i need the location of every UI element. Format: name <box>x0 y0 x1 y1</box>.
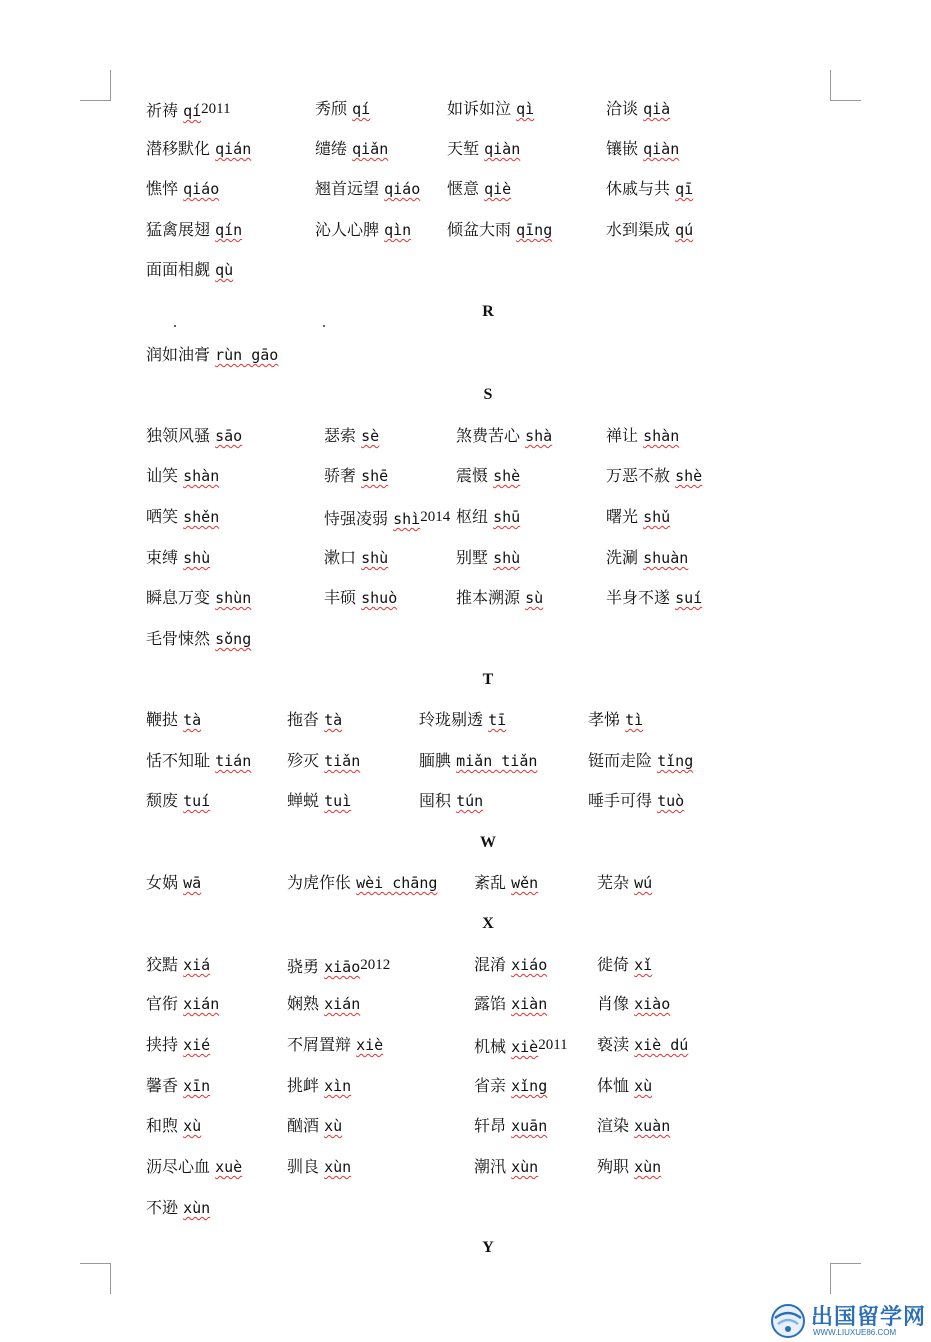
vocab-entry <box>146 587 251 609</box>
vocab-entry <box>597 954 652 976</box>
word-pinyin: qià <box>643 100 671 118</box>
vocab-entry <box>606 425 679 447</box>
vocab-entry <box>287 954 390 978</box>
word-pinyin: xùn <box>634 1158 662 1176</box>
vocab-entry <box>456 506 520 528</box>
word-chinese: 骄奢 <box>324 466 357 485</box>
word-chinese: 殄灭 <box>287 751 320 770</box>
vocab-entry <box>597 1034 688 1056</box>
word-pinyin: xùn <box>183 1199 211 1217</box>
word-pinyin: xiào <box>634 995 671 1013</box>
word-chinese: 露馅 <box>474 994 507 1013</box>
word-chinese: 如诉如泣 <box>447 99 512 118</box>
vocab-entry <box>146 506 219 528</box>
word-chinese: 渲染 <box>597 1116 630 1135</box>
vocab-entry <box>146 465 219 487</box>
vocab-entry <box>146 790 210 812</box>
exam-year-note: 2011 <box>538 1037 568 1053</box>
vocab-entry <box>146 1115 201 1137</box>
vocab-entry <box>287 872 437 894</box>
word-pinyin: shàn <box>183 467 220 485</box>
word-pinyin: wú <box>634 874 653 892</box>
word-pinyin: xǐ <box>634 956 653 974</box>
vocab-entry <box>146 344 278 366</box>
word-pinyin: shē <box>361 467 389 485</box>
word-chinese: 漱口 <box>324 548 357 567</box>
word-pinyin: qù <box>215 261 234 279</box>
vocab-entry <box>588 790 684 812</box>
word-chinese: 腼腆 <box>419 751 452 770</box>
word-chinese: 枢纽 <box>456 507 489 526</box>
word-chinese: 万恶不赦 <box>606 466 671 485</box>
word-chinese: 秀颀 <box>315 99 348 118</box>
word-pinyin: xiàn <box>511 995 548 1013</box>
word-pinyin: shì <box>393 510 421 528</box>
word-chinese: 潜移默化 <box>146 139 211 158</box>
word-chinese: 别墅 <box>456 548 489 567</box>
vocab-entry <box>146 425 242 447</box>
word-chinese: 亵渎 <box>597 1035 630 1054</box>
word-chinese: 独领风骚 <box>146 426 211 445</box>
vocab-entry <box>287 1115 342 1137</box>
word-pinyin: shà <box>525 427 553 445</box>
word-pinyin: qīng <box>516 221 553 239</box>
vocab-entry <box>606 219 693 241</box>
word-pinyin: qìn <box>384 221 412 239</box>
vocab-entry <box>324 465 388 487</box>
vocab-entry <box>474 1034 568 1058</box>
vocab-entry <box>146 872 201 894</box>
word-chinese: 轩昂 <box>474 1116 507 1135</box>
vocab-entry <box>474 1075 547 1097</box>
vocab-entry <box>324 506 450 530</box>
section-letter-heading: X <box>482 915 494 932</box>
word-pinyin: xǐng <box>511 1077 548 1095</box>
word-pinyin: tuò <box>657 792 685 810</box>
word-pinyin: xù <box>183 1117 202 1135</box>
word-chinese: 瞬息万变 <box>146 588 211 607</box>
word-chinese: 煞费苦心 <box>456 426 521 445</box>
word-pinyin: suí <box>675 589 703 607</box>
vocab-entry <box>146 138 251 160</box>
vocab-entry <box>447 178 511 200</box>
word-pinyin: xìn <box>324 1077 352 1095</box>
vocab-entry <box>474 954 547 976</box>
vocab-entry <box>474 1156 538 1178</box>
word-chinese: 讪笑 <box>146 466 179 485</box>
word-chinese: 丰硕 <box>324 588 357 607</box>
word-pinyin: tì <box>625 711 644 729</box>
word-chinese: 娴熟 <box>287 994 320 1013</box>
word-pinyin: shěn <box>183 508 220 526</box>
word-pinyin: tián <box>215 752 252 770</box>
word-pinyin: miǎn tiǎn <box>456 752 538 770</box>
vocab-entry <box>419 750 537 772</box>
word-pinyin: xiè dú <box>634 1036 689 1054</box>
word-chinese: 肖像 <box>597 994 630 1013</box>
word-pinyin: shùn <box>215 589 252 607</box>
vocab-entry <box>597 1075 652 1097</box>
vocab-entry <box>456 547 520 569</box>
word-chinese: 和煦 <box>146 1116 179 1135</box>
word-pinyin: xù <box>324 1117 343 1135</box>
word-chinese: 洗涮 <box>606 548 639 567</box>
word-pinyin: tī <box>488 711 507 729</box>
vocab-entry <box>447 219 552 241</box>
word-pinyin: qiáo <box>384 180 421 198</box>
word-chinese: 缱绻 <box>315 139 348 158</box>
vocab-entry <box>146 1197 210 1219</box>
word-chinese: 洽谈 <box>606 99 639 118</box>
word-chinese: 天堑 <box>447 139 480 158</box>
section-letter-heading: Y <box>482 1239 494 1256</box>
word-chinese: 毛骨悚然 <box>146 629 211 648</box>
vocab-entry <box>606 587 702 609</box>
vocab-entry <box>606 506 670 528</box>
vocab-entry <box>287 790 351 812</box>
vocab-entry <box>606 98 670 120</box>
word-chinese: 馨香 <box>146 1076 179 1095</box>
watermark-logo <box>765 1300 931 1342</box>
word-chinese: 沥尽心血 <box>146 1157 211 1176</box>
word-chinese: 鞭挞 <box>146 710 179 729</box>
vocab-entry <box>146 628 251 650</box>
vocab-entry <box>419 709 506 731</box>
vocab-entry <box>456 465 520 487</box>
word-pinyin: qín <box>215 221 243 239</box>
word-chinese: 省亲 <box>474 1076 507 1095</box>
word-pinyin: sè <box>361 427 380 445</box>
word-pinyin: shuàn <box>643 549 689 567</box>
word-chinese: 混淆 <box>474 955 507 974</box>
word-chinese: 沁人心脾 <box>315 220 380 239</box>
word-chinese: 猛禽展翅 <box>146 220 211 239</box>
word-pinyin: shù <box>183 549 211 567</box>
word-pinyin: sāo <box>215 427 243 445</box>
word-chinese: 束缚 <box>146 548 179 567</box>
word-pinyin: tiǎn <box>324 752 361 770</box>
word-pinyin: rùn gāo <box>215 346 279 364</box>
vocab-entry <box>447 138 520 160</box>
watermark-title: 出国留学网 <box>811 1305 927 1330</box>
word-pinyin: xuān <box>511 1117 548 1135</box>
word-chinese: 面面相觑 <box>146 260 211 279</box>
word-pinyin: tuí <box>183 792 211 810</box>
vocab-entry <box>597 1156 661 1178</box>
word-pinyin: shū <box>493 508 521 526</box>
word-chinese: 恃强凌弱 <box>324 509 389 528</box>
vocab-entry <box>456 425 552 447</box>
word-chinese: 蝉蜕 <box>287 791 320 810</box>
word-chinese: 为虎作伥 <box>287 873 352 892</box>
word-chinese: 推本溯源 <box>456 588 521 607</box>
vocab-entry <box>146 1075 210 1097</box>
vocab-entry <box>597 872 652 894</box>
word-pinyin: qiàn <box>643 140 680 158</box>
vocab-entry <box>315 138 388 160</box>
vocab-entry <box>146 750 251 772</box>
word-pinyin: shè <box>493 467 521 485</box>
word-pinyin: shàn <box>643 427 680 445</box>
word-chinese: 芜杂 <box>597 873 630 892</box>
word-pinyin: wěn <box>511 874 539 892</box>
word-chinese: 潮汛 <box>474 1157 507 1176</box>
vocab-entry <box>146 219 242 241</box>
word-pinyin: sù <box>525 589 544 607</box>
vocab-entry <box>324 547 388 569</box>
globe-icon <box>769 1302 807 1340</box>
exam-year-note: 2012 <box>360 957 391 973</box>
word-chinese: 水到渠成 <box>606 220 671 239</box>
word-pinyin: qiè <box>484 180 512 198</box>
word-pinyin: wèi chāng <box>356 874 438 892</box>
section-letter-heading: S <box>483 386 493 403</box>
word-chinese: 休戚与共 <box>606 179 671 198</box>
word-chinese: 铤而走险 <box>588 751 653 770</box>
word-chinese: 恬不知耻 <box>146 751 211 770</box>
word-pinyin: xián <box>183 995 220 1013</box>
word-pinyin: qiàn <box>484 140 521 158</box>
exam-year-note: 2011 <box>201 101 231 117</box>
word-chinese: 酗酒 <box>287 1116 320 1135</box>
vocab-entry <box>146 1156 242 1178</box>
word-chinese: 唾手可得 <box>588 791 653 810</box>
word-chinese: 殉职 <box>597 1157 630 1176</box>
word-chinese: 祈祷 <box>146 101 179 120</box>
word-pinyin: xiāo <box>324 958 361 976</box>
word-chinese: 挟持 <box>146 1035 179 1054</box>
vocab-entry <box>315 219 411 241</box>
exam-year-note: 2014 <box>420 509 451 525</box>
word-chinese: 徙倚 <box>597 955 630 974</box>
word-pinyin: qī <box>675 180 694 198</box>
vocab-entry <box>597 1115 670 1137</box>
word-chinese: 镶嵌 <box>606 139 639 158</box>
vocab-entry <box>606 465 702 487</box>
vocab-entry <box>146 993 219 1015</box>
word-pinyin: tǐng <box>657 752 694 770</box>
stray-dot <box>323 325 325 327</box>
word-pinyin: shè <box>675 467 703 485</box>
section-letter-heading: T <box>482 671 494 688</box>
word-chinese: 曙光 <box>606 507 639 526</box>
vocab-entry <box>597 993 670 1015</box>
vocab-entry <box>315 178 420 200</box>
word-chinese: 挑衅 <box>287 1076 320 1095</box>
word-pinyin: xié <box>183 1036 211 1054</box>
vocab-entry <box>287 709 342 731</box>
word-chinese: 狡黠 <box>146 955 179 974</box>
stray-dot <box>174 325 176 327</box>
vocab-entry <box>146 709 201 731</box>
word-chinese: 玲珑剔透 <box>419 710 484 729</box>
section-letter-heading: W <box>480 834 496 851</box>
vocab-entry <box>287 1156 351 1178</box>
word-pinyin: shù <box>361 549 389 567</box>
word-pinyin: xiáo <box>511 956 548 974</box>
word-pinyin: shù <box>493 549 521 567</box>
watermark-url: WWW.LIUXUE86.COM <box>813 1328 897 1337</box>
vocab-entry <box>474 1115 547 1137</box>
word-pinyin: shuò <box>361 589 398 607</box>
word-chinese: 体恤 <box>597 1076 630 1095</box>
vocab-entry <box>146 547 210 569</box>
word-pinyin: qián <box>215 140 252 158</box>
vocab-entry <box>287 993 360 1015</box>
word-pinyin: xuè <box>215 1158 243 1176</box>
word-pinyin: tún <box>456 792 484 810</box>
vocab-entry <box>146 259 233 281</box>
vocab-entry <box>447 98 534 120</box>
word-chinese: 机械 <box>474 1037 507 1056</box>
vocab-entry <box>146 954 210 976</box>
word-chinese: 震慑 <box>456 466 489 485</box>
word-pinyin: tuì <box>324 792 352 810</box>
word-pinyin: qú <box>675 221 694 239</box>
vocab-entry <box>606 178 693 200</box>
vocab-entry <box>287 1075 351 1097</box>
vocab-entry <box>419 790 483 812</box>
word-pinyin: xiè <box>356 1036 384 1054</box>
word-pinyin: xiá <box>183 956 211 974</box>
word-pinyin: xùn <box>511 1158 539 1176</box>
word-chinese: 囤积 <box>419 791 452 810</box>
vocab-entry <box>606 547 688 569</box>
word-chinese: 官衔 <box>146 994 179 1013</box>
word-chinese: 拖沓 <box>287 710 320 729</box>
word-chinese: 哂笑 <box>146 507 179 526</box>
word-chinese: 倾盆大雨 <box>447 220 512 239</box>
vocab-entry <box>287 1034 383 1056</box>
word-pinyin: xián <box>324 995 361 1013</box>
vocab-entry <box>606 138 679 160</box>
word-chinese: 惬意 <box>447 179 480 198</box>
word-chinese: 润如油膏 <box>146 345 211 364</box>
word-chinese: 不屑置辩 <box>287 1035 352 1054</box>
word-chinese: 紊乱 <box>474 873 507 892</box>
vocab-entry <box>588 709 643 731</box>
word-pinyin: qí <box>352 100 371 118</box>
word-pinyin: shǔ <box>643 508 671 526</box>
vocab-entry <box>588 750 693 772</box>
word-chinese: 驯良 <box>287 1157 320 1176</box>
word-pinyin: tà <box>183 711 202 729</box>
word-pinyin: sǒng <box>215 630 252 648</box>
word-pinyin: xīn <box>183 1077 211 1095</box>
vocab-entry <box>324 587 397 609</box>
word-chinese: 骁勇 <box>287 957 320 976</box>
word-chinese: 瑟索 <box>324 426 357 445</box>
word-chinese: 颓废 <box>146 791 179 810</box>
word-chinese: 半身不遂 <box>606 588 671 607</box>
word-chinese: 禅让 <box>606 426 639 445</box>
word-pinyin: qì <box>516 100 535 118</box>
vocab-entry <box>146 98 231 122</box>
vocab-entry <box>146 178 219 200</box>
section-letter-heading: R <box>482 303 494 320</box>
word-pinyin: qí <box>183 102 202 120</box>
vocab-entry <box>456 587 543 609</box>
word-pinyin: qiáo <box>183 180 220 198</box>
word-pinyin: xùn <box>324 1158 352 1176</box>
vocab-entry <box>324 425 379 447</box>
word-pinyin: xiè <box>511 1038 539 1056</box>
vocab-entry <box>474 993 547 1015</box>
word-pinyin: wā <box>183 874 202 892</box>
word-pinyin: xù <box>634 1077 653 1095</box>
word-chinese: 翘首远望 <box>315 179 380 198</box>
word-pinyin: xuàn <box>634 1117 671 1135</box>
vocab-entry <box>287 750 360 772</box>
word-chinese: 不逊 <box>146 1198 179 1217</box>
vocab-entry <box>146 1034 210 1056</box>
vocab-entry <box>474 872 538 894</box>
word-chinese: 孝悌 <box>588 710 621 729</box>
word-chinese: 女娲 <box>146 873 179 892</box>
word-chinese: 憔悴 <box>146 179 179 198</box>
word-pinyin: tà <box>324 711 343 729</box>
word-pinyin: qiǎn <box>352 140 389 158</box>
vocab-entry <box>315 98 370 120</box>
